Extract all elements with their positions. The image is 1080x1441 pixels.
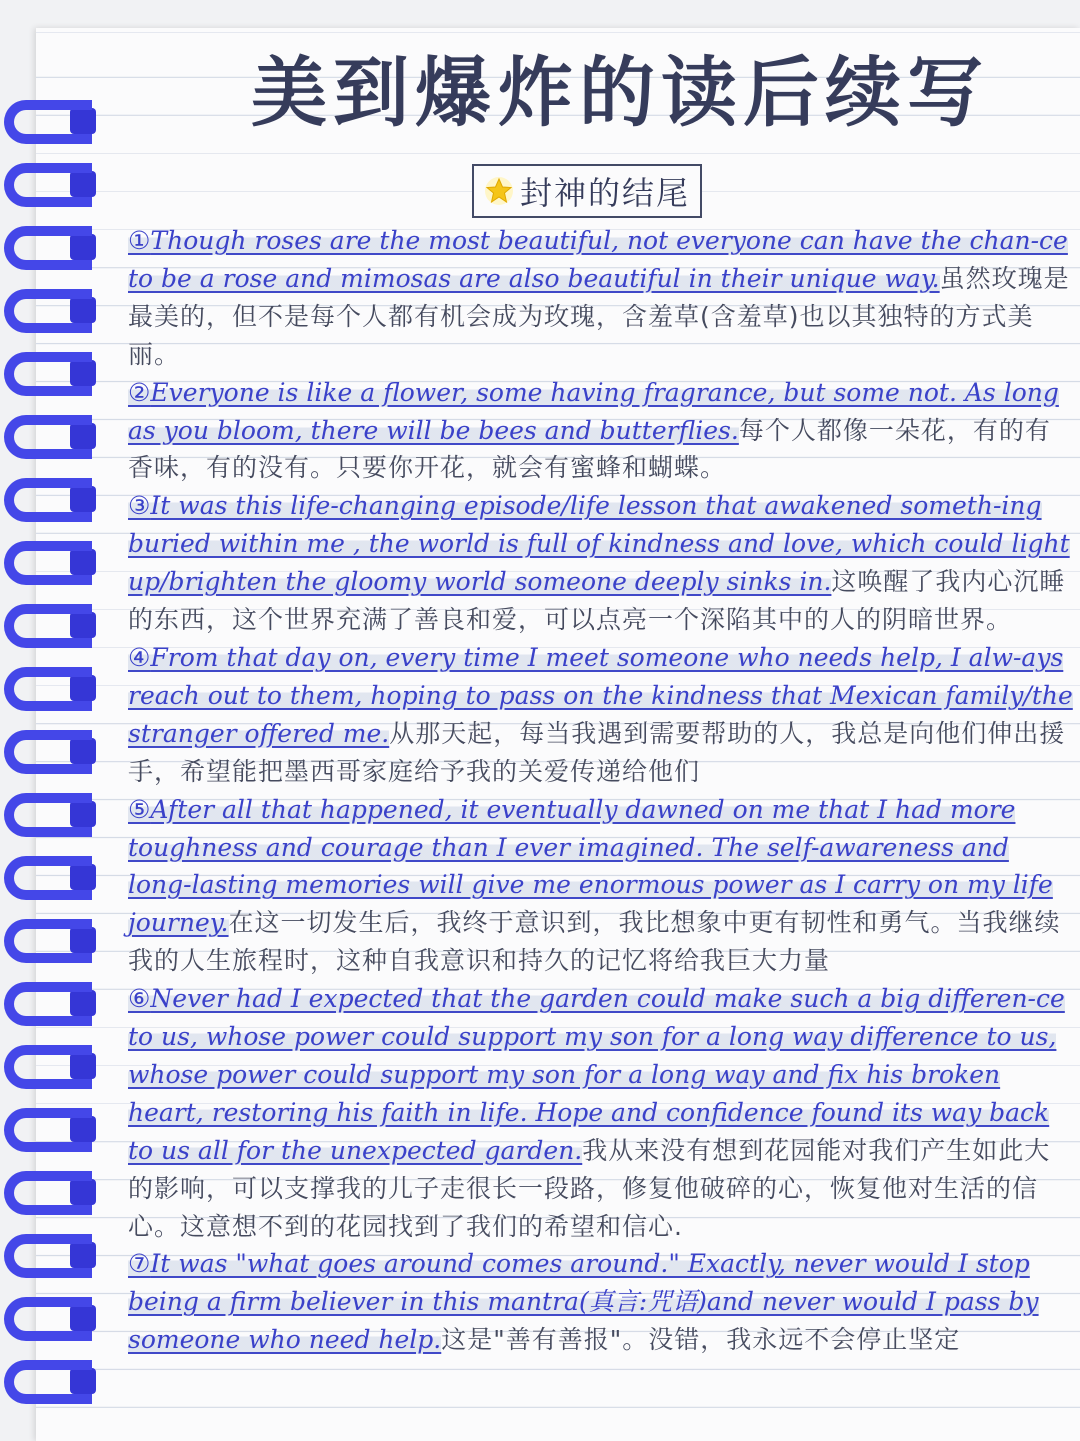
paragraph-3: [128, 487, 1074, 639]
spiral-ring: [4, 982, 92, 1026]
spiral-ring: [4, 919, 92, 963]
english-text: From that day on, every time I meet someone who needs help, I alw-ays reach out to them, hoping to pass on the kindness that Mexican family/the stranger offered me.: [128, 642, 1073, 748]
paragraph-2: [128, 374, 1074, 488]
paragraph-english: [128, 226, 1068, 293]
spiral-ring: [4, 1234, 92, 1278]
paragraph-number: ③: [128, 491, 151, 521]
paragraph-chinese: 虽然玫瑰是最美的，但不是每个人都有机会成为玫瑰，含羞草(含羞草)也以其独特的方式美丽。: [128, 263, 1070, 369]
spiral-ring: [4, 541, 92, 585]
spiral-ring: [4, 604, 92, 648]
paragraph-number: ⑥: [128, 984, 151, 1014]
spiral-ring: [4, 793, 92, 837]
subtitle: 封神的结尾: [520, 174, 691, 212]
paragraph-chinese: 这唤醒了我内心沉睡的东西，这个世界充满了善良和爱，可以点亮一个深陷其中的人的阴暗世界。: [128, 567, 1066, 635]
paragraph-5: [128, 791, 1074, 981]
spiral-ring: [4, 1045, 92, 1089]
spiral-ring: [4, 1171, 92, 1215]
paragraph-number: ①: [128, 226, 151, 255]
english-text: Everyone is like a flower, some having fragrance, but some not. As long as you bloom, there will be bees and butterflies.: [128, 377, 1059, 445]
english-text: Though roses are the most beautiful, not everyone can have the chan-ce to be a rose and mimosas are also beautiful in their unique way.: [128, 226, 1068, 293]
star-icon: [484, 176, 514, 206]
spiral-ring: [4, 478, 92, 522]
paragraph-chinese: 我从来没有想到花园能对我们产生如此大的影响，可以支撑我的儿子走很长一段路，修复他破碎的心，恢复他对生活的信心。这意想不到的花园找到了我们的希望和信心.: [128, 1135, 1051, 1241]
paragraph-number: ⑦: [128, 1249, 151, 1279]
english-text: It was "what goes around comes around." Exactly, never would I stop being a firm believer in this mantra(真言:咒语)and never would I pass by someone who need help.: [128, 1249, 1039, 1355]
paragraph-chinese: 在这一切发生后，我终于意识到，我比想象中更有韧性和勇气。当我继续我的人生旅程时，这种自我意识和持久的记忆将给我巨大力量: [128, 908, 1061, 976]
paragraph-7: [128, 1245, 1074, 1359]
paragraph-number: ②: [128, 377, 151, 407]
spiral-ring: [4, 163, 92, 207]
spiral-ring: [4, 100, 92, 144]
english-text: It was this life-changing episode/life lesson that awakened someth-ing buried within me , the world is full of kindness and love, which could light up/brighten the gloomy world someone deeply sinks in.: [128, 491, 1070, 597]
spiral-ring: [4, 1360, 92, 1404]
spiral-ring: [4, 856, 92, 900]
spiral-ring: [4, 1297, 92, 1341]
paragraph-chinese: 这是"善有善报"。没错，我永远不会停止坚定: [441, 1325, 961, 1355]
paragraph-4: [128, 639, 1074, 791]
spiral-ring: [4, 415, 92, 459]
spiral-ring: [4, 352, 92, 396]
spiral-binding: [0, 100, 110, 1420]
page-title: 美到爆炸的读后续写: [251, 48, 989, 137]
spiral-ring: [4, 1108, 92, 1152]
paragraph-number: ④: [128, 642, 151, 672]
spiral-ring: [4, 289, 92, 333]
english-text: After all that happened, it eventually dawned on me that I had more toughness and courage than I ever imagined. The self-awareness and long-lasting memories will give me enormous power as I carry on my life journey.: [128, 794, 1053, 938]
spiral-ring: [4, 730, 92, 774]
paragraph-6: [128, 980, 1074, 1245]
spiral-ring: [4, 226, 92, 270]
paragraph-chinese: 每个人都像一朵花，有的有香味，有的没有。只要你开花，就会有蜜蜂和蝴蝶。: [128, 415, 1051, 483]
paragraph-chinese: 从那天起，每当我遇到需要帮助的人，我总是向他们伸出援手，希望能把墨西哥家庭给予我的关爱传递给他们: [128, 718, 1066, 786]
spiral-ring: [4, 667, 92, 711]
paragraph-number: ⑤: [128, 794, 151, 824]
essay-content: [128, 222, 1074, 1359]
paragraph-1: [128, 222, 1074, 374]
subtitle-box: [472, 164, 702, 218]
english-text: Never had I expected that the garden could make such a big differen-ce to us, whose power could support my son for a long way difference to us, whose power could support my son for a long way and fix his broken heart, restoring his faith in life. Hope and confidence found its way back to us all for the unexpected garden.: [128, 984, 1065, 1165]
